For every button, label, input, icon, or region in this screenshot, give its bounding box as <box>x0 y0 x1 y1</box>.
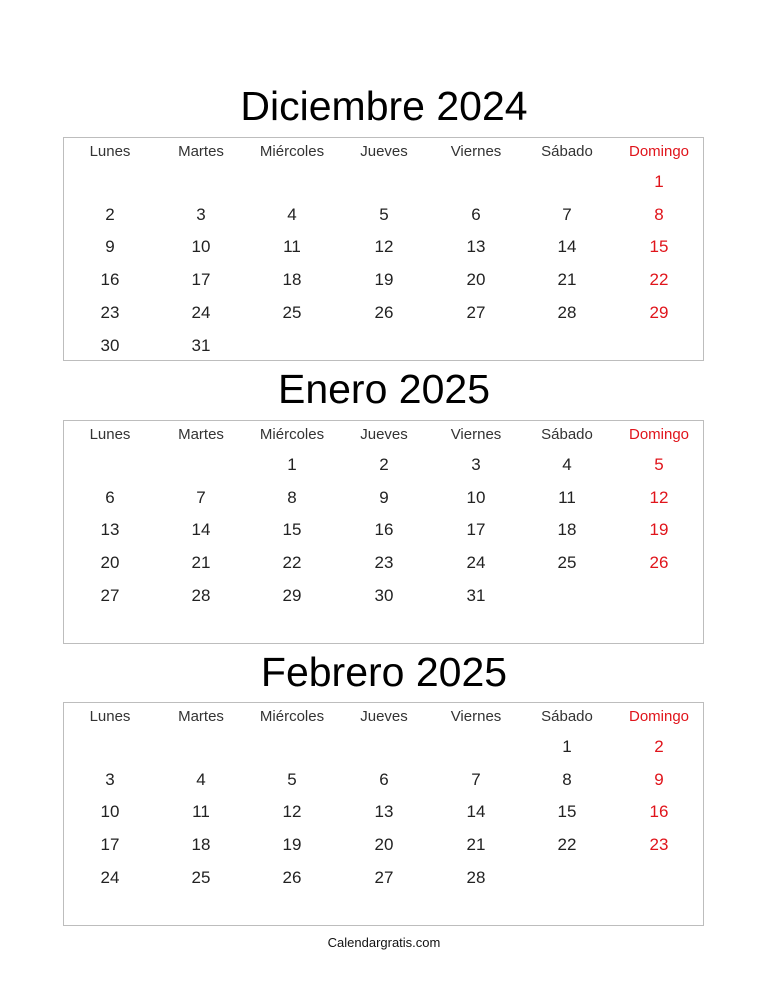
day-cell: 6 <box>105 488 115 507</box>
day-cell: 18 <box>557 520 577 539</box>
day-cell: 7 <box>196 488 206 507</box>
day-cell: 2 <box>105 205 115 224</box>
day-cell: 27 <box>100 586 120 605</box>
day-cell: 4 <box>196 770 206 789</box>
day-cell: 5 <box>379 205 389 224</box>
day-cell: 11 <box>283 237 301 256</box>
day-cell: 11 <box>558 488 576 507</box>
day-cell: 3 <box>471 455 481 474</box>
weekday-header: Lunes <box>89 426 131 443</box>
day-cell: 16 <box>100 270 120 289</box>
weekday-header: Sábado <box>541 143 593 160</box>
day-cell: 5 <box>654 455 664 474</box>
month-title: Diciembre 2024 <box>240 83 528 129</box>
day-cell: 21 <box>191 553 211 572</box>
day-cell: 12 <box>282 802 302 821</box>
day-cell: 19 <box>282 835 302 854</box>
day-cell: 9 <box>654 770 664 789</box>
month-title: Enero 2025 <box>277 366 490 412</box>
weekday-header: Jueves <box>360 708 408 725</box>
day-cell: 10 <box>100 802 120 821</box>
weekday-header: Viernes <box>450 708 502 725</box>
day-cell: 13 <box>374 802 394 821</box>
month-title: Febrero 2025 <box>260 649 508 695</box>
day-cell: 25 <box>557 553 577 572</box>
day-cell: 9 <box>105 237 115 256</box>
day-cell: 22 <box>557 835 577 854</box>
day-cell: 27 <box>374 868 394 887</box>
day-cell: 21 <box>466 835 486 854</box>
day-cell: 30 <box>374 586 394 605</box>
day-cell: 24 <box>191 303 211 322</box>
day-cell: 20 <box>100 553 120 572</box>
day-cell: 1 <box>562 737 572 756</box>
day-cell: 6 <box>379 770 389 789</box>
day-cell: 2 <box>379 455 389 474</box>
day-cell: 13 <box>100 520 120 539</box>
day-cell: 26 <box>282 868 302 887</box>
day-cell: 23 <box>374 553 394 572</box>
day-cell: 8 <box>562 770 572 789</box>
day-cell: 20 <box>466 270 486 289</box>
day-cell: 7 <box>562 205 572 224</box>
day-cell: 9 <box>379 488 389 507</box>
weekday-header: Domingo <box>628 426 690 443</box>
weekday-header: Martes <box>178 708 224 725</box>
weekday-header: Martes <box>178 143 224 160</box>
day-cell: 19 <box>649 520 669 539</box>
day-cell: 18 <box>191 835 211 854</box>
day-cell: 15 <box>649 237 669 256</box>
weekday-header: Viernes <box>450 426 502 443</box>
day-cell: 2 <box>654 737 664 756</box>
day-cell: 31 <box>191 336 211 355</box>
day-cell: 30 <box>100 336 120 355</box>
day-cell: 15 <box>557 802 577 821</box>
day-cell: 11 <box>192 802 210 821</box>
weekday-header: Sábado <box>541 708 593 725</box>
day-cell: 10 <box>466 488 486 507</box>
day-cell: 8 <box>654 205 664 224</box>
weekday-header: Miércoles <box>259 143 325 160</box>
day-cell: 17 <box>100 835 120 854</box>
day-cell: 23 <box>100 303 120 322</box>
day-cell: 16 <box>649 802 669 821</box>
weekday-header: Domingo <box>628 143 690 160</box>
day-cell: 17 <box>466 520 486 539</box>
weekday-header: Jueves <box>360 143 408 160</box>
day-cell: 27 <box>466 303 486 322</box>
day-cell: 22 <box>649 270 669 289</box>
day-cell: 16 <box>374 520 394 539</box>
day-cell: 19 <box>374 270 394 289</box>
day-cell: 17 <box>191 270 211 289</box>
day-cell: 26 <box>649 553 669 572</box>
footer-site-text: Calendargratis.com <box>327 935 441 950</box>
weekday-header: Domingo <box>628 708 690 725</box>
day-cell: 4 <box>562 455 572 474</box>
weekday-header: Lunes <box>89 708 131 725</box>
day-cell: 13 <box>466 237 486 256</box>
day-cell: 29 <box>282 586 302 605</box>
day-cell: 5 <box>287 770 297 789</box>
day-cell: 24 <box>466 553 486 572</box>
day-cell: 7 <box>471 770 481 789</box>
day-cell: 12 <box>649 488 669 507</box>
weekday-header: Miércoles <box>259 426 325 443</box>
day-cell: 6 <box>471 205 481 224</box>
day-cell: 22 <box>282 553 302 572</box>
day-cell: 25 <box>191 868 211 887</box>
day-cell: 28 <box>466 868 486 887</box>
day-cell: 23 <box>649 835 669 854</box>
day-cell: 14 <box>466 802 486 821</box>
day-cell: 3 <box>105 770 115 789</box>
weekday-header: Jueves <box>360 426 408 443</box>
day-cell: 8 <box>287 488 297 507</box>
weekday-header: Viernes <box>450 143 502 160</box>
day-cell: 14 <box>191 520 211 539</box>
day-cell: 1 <box>654 172 664 191</box>
day-cell: 10 <box>191 237 211 256</box>
day-cell: 20 <box>374 835 394 854</box>
day-cell: 3 <box>196 205 206 224</box>
weekday-header: Miércoles <box>259 708 325 725</box>
day-cell: 14 <box>557 237 577 256</box>
day-cell: 25 <box>282 303 302 322</box>
weekday-header: Martes <box>178 426 224 443</box>
weekday-header: Sábado <box>541 426 593 443</box>
day-cell: 31 <box>466 586 486 605</box>
day-cell: 28 <box>191 586 211 605</box>
day-cell: 29 <box>649 303 669 322</box>
day-cell: 24 <box>100 868 120 887</box>
day-cell: 4 <box>287 205 297 224</box>
day-cell: 26 <box>374 303 394 322</box>
day-cell: 1 <box>287 455 297 474</box>
day-cell: 12 <box>374 237 394 256</box>
day-cell: 28 <box>557 303 577 322</box>
weekday-header: Lunes <box>89 143 131 160</box>
day-cell: 18 <box>282 270 302 289</box>
day-cell: 21 <box>557 270 577 289</box>
day-cell: 15 <box>282 520 302 539</box>
